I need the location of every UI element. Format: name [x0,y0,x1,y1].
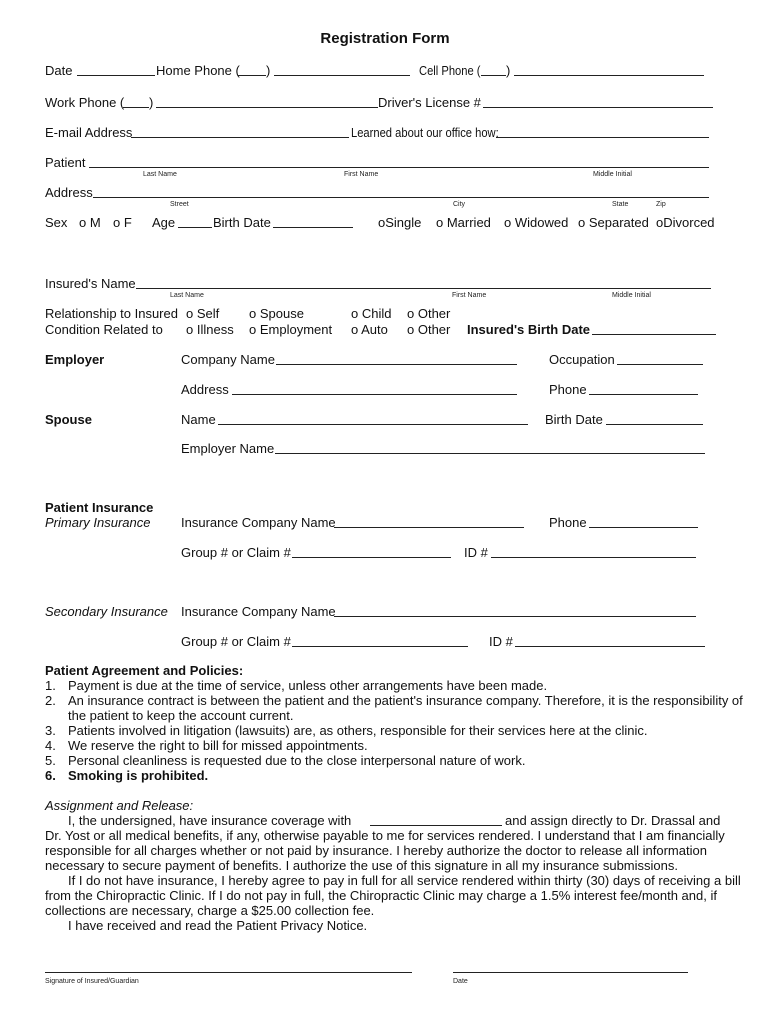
age-label: Age [152,215,176,230]
secondary-group-label: Group # or Claim # [181,634,291,649]
marital-separated-option[interactable]: o Separated [578,215,649,230]
cell-phone-label: Cell Phone ( [419,63,481,78]
spouse-heading: Spouse [45,412,92,427]
home-phone-close: ) [266,63,271,78]
policy-number: 6. [45,768,56,783]
work-phone-label: Work Phone ( [45,95,125,110]
address-label: Address [45,185,93,200]
email-field[interactable] [131,137,349,138]
patient-label: Patient [45,155,86,170]
policies-heading: Patient Agreement and Policies: [45,663,244,678]
secondary-company-label: Insurance Company Name [181,604,336,619]
secondary-group-field[interactable] [292,646,468,647]
patient-name-field[interactable] [89,167,709,168]
assignment-p1-end: and assign directly to Dr. Drassal and [505,813,721,828]
employer-address-field[interactable] [232,394,517,395]
insured-name-label: Insured's Name [45,276,136,291]
policy-line: An insurance contract is between the patient and the patient's insurance company. Therefore, it is the responsibility of [68,693,743,708]
employer-phone-label: Phone [549,382,587,397]
employer-company-field[interactable] [276,364,517,365]
marital-married-option[interactable]: o Married [436,215,491,230]
employer-company-label: Company Name [181,352,275,367]
assignment-line: If I do not have insurance, I hereby agree to pay in full for all service rendered within thirty (30) days of receiving a bill [68,873,741,888]
drivers-license-label: Driver's License # [378,95,481,110]
secondary-id-label: ID # [489,634,513,649]
patient-middle-initial-hint: Middle Initial [593,171,632,178]
assignment-p1-start: I, the undersigned, have insurance coverage with [68,813,352,828]
assignment-line: from the Chiropractic Clinic. If I do not pay in full, the Chiropractic Clinic may charge a 1.5% interest fee/month and, if [45,888,717,903]
policy-line: the patient to keep the account current. [68,708,294,723]
policy-number: 1. [45,678,56,693]
sex-female-option[interactable]: o F [113,215,132,230]
insured-first-name-hint: First Name [452,292,487,299]
assignment-heading: Assignment and Release: [45,798,194,813]
signature-date-field[interactable] [453,972,688,973]
address-field[interactable] [93,197,709,198]
spouse-name-field[interactable] [218,424,528,425]
primary-group-label: Group # or Claim # [181,545,291,560]
condition-label: Condition Related to [45,322,163,337]
spouse-birth-date-field[interactable] [606,424,703,425]
age-field[interactable] [178,227,212,228]
signature-label: Signature of Insured/Guardian [45,978,139,985]
home-phone-area-field[interactable] [238,75,266,76]
work-phone-field[interactable] [156,107,378,108]
primary-group-field[interactable] [292,557,451,558]
work-phone-area-field[interactable] [123,107,149,108]
work-phone-close: ) [149,95,154,110]
policy-line: Smoking is prohibited. [68,768,209,783]
assignment-line: responsible for all charges whether or not paid by insurance. I hereby authorize the doctor to release all information [45,843,707,858]
address-zip-hint: Zip [656,201,666,208]
marital-widowed-option[interactable]: o Widowed [504,215,569,230]
employer-heading: Employer [45,352,105,367]
date-label: Date [45,63,73,78]
secondary-id-field[interactable] [515,646,705,647]
signature-date-label: Date [453,978,468,985]
patient-last-name-hint: Last Name [143,171,177,178]
email-label: E-mail Address [45,125,133,140]
condition-employment-option[interactable]: o Employment [249,322,333,337]
policy-number: 3. [45,723,56,738]
condition-auto-option[interactable]: o Auto [351,322,388,337]
insured-last-name-hint: Last Name [170,292,204,299]
secondary-company-field[interactable] [334,616,696,617]
drivers-license-field[interactable] [483,107,713,108]
occupation-label: Occupation [549,352,615,367]
primary-phone-label: Phone [549,515,587,530]
date-field[interactable] [77,75,155,76]
sex-male-option[interactable]: o M [79,215,101,230]
relationship-label: Relationship to Insured [45,306,178,321]
policy-number: 2. [45,693,56,708]
insured-middle-initial-hint: Middle Initial [612,292,651,299]
insured-birth-date-field[interactable] [592,334,716,335]
relationship-self-option[interactable]: o Self [186,306,220,321]
cell-phone-close: ) [506,63,511,78]
address-state-hint: State [612,201,629,208]
relationship-child-option[interactable]: o Child [351,306,392,321]
learned-label: Learned about our office how: [351,125,499,140]
primary-insurance-label: Primary Insurance [45,515,151,530]
signature-field[interactable] [45,972,412,973]
assignment-line: I have received and read the Patient Privacy Notice. [68,918,368,933]
page-title: Registration Form [320,30,450,47]
relationship-spouse-option[interactable]: o Spouse [249,306,304,321]
birth-date-field[interactable] [273,227,353,228]
occupation-field[interactable] [617,364,703,365]
primary-company-label: Insurance Company Name [181,515,336,530]
learned-field[interactable] [496,137,709,138]
policy-line: Patients involved in litigation (lawsuits) are, as others, responsible for their services here at the clinic. [68,723,648,738]
marital-single-option[interactable]: oSingle [378,215,422,230]
policy-line: Payment is due at the time of service, unless other arrangements have been made. [68,678,548,693]
primary-id-field[interactable] [491,557,696,558]
policy-line: Personal cleanliness is requested due to the close interpersonal nature of work. [68,753,526,768]
insured-name-field[interactable] [136,288,711,289]
address-street-hint: Street [170,201,189,208]
policy-line: We reserve the right to bill for missed appointments. [68,738,368,753]
cell-phone-area-field[interactable] [481,75,506,76]
relationship-other-option[interactable]: o Other [407,306,451,321]
home-phone-label: Home Phone ( [156,63,240,78]
patient-first-name-hint: First Name [344,171,379,178]
employer-phone-field[interactable] [589,394,698,395]
marital-divorced-option[interactable]: oDivorced [656,215,715,230]
cell-phone-field[interactable] [514,75,704,76]
condition-other-option[interactable]: o Other [407,322,451,337]
condition-illness-option[interactable]: o Illness [186,322,234,337]
spouse-employer-field[interactable] [275,453,705,454]
spouse-employer-label: Employer Name [181,441,275,456]
assignment-line: collections are necessary, charge a $25.00 collection fee. [45,903,375,918]
spouse-birth-date-label: Birth Date [545,412,603,427]
insurance-coverage-field[interactable] [370,825,502,826]
employer-address-label: Address [181,382,229,397]
policy-number: 4. [45,738,56,753]
primary-id-label: ID # [464,545,488,560]
policy-number: 5. [45,753,56,768]
insured-birth-date-label: Insured's Birth Date [467,322,591,337]
address-city-hint: City [453,201,466,208]
spouse-name-label: Name [181,412,216,427]
assignment-line: Dr. Yost or all medical benefits, if any, otherwise payable to me for services rendered. I understand that I am financially [45,828,725,843]
insurance-heading: Patient Insurance [45,500,154,515]
primary-phone-field[interactable] [589,527,698,528]
home-phone-field[interactable] [274,75,410,76]
secondary-insurance-label: Secondary Insurance [45,604,168,619]
assignment-line: necessary to secure payment of benefits. I authorize the use of this signature in all my insurance submissions. [45,858,678,873]
birth-date-label: Birth Date [213,215,271,230]
primary-company-field[interactable] [334,527,524,528]
sex-label: Sex [45,215,68,230]
